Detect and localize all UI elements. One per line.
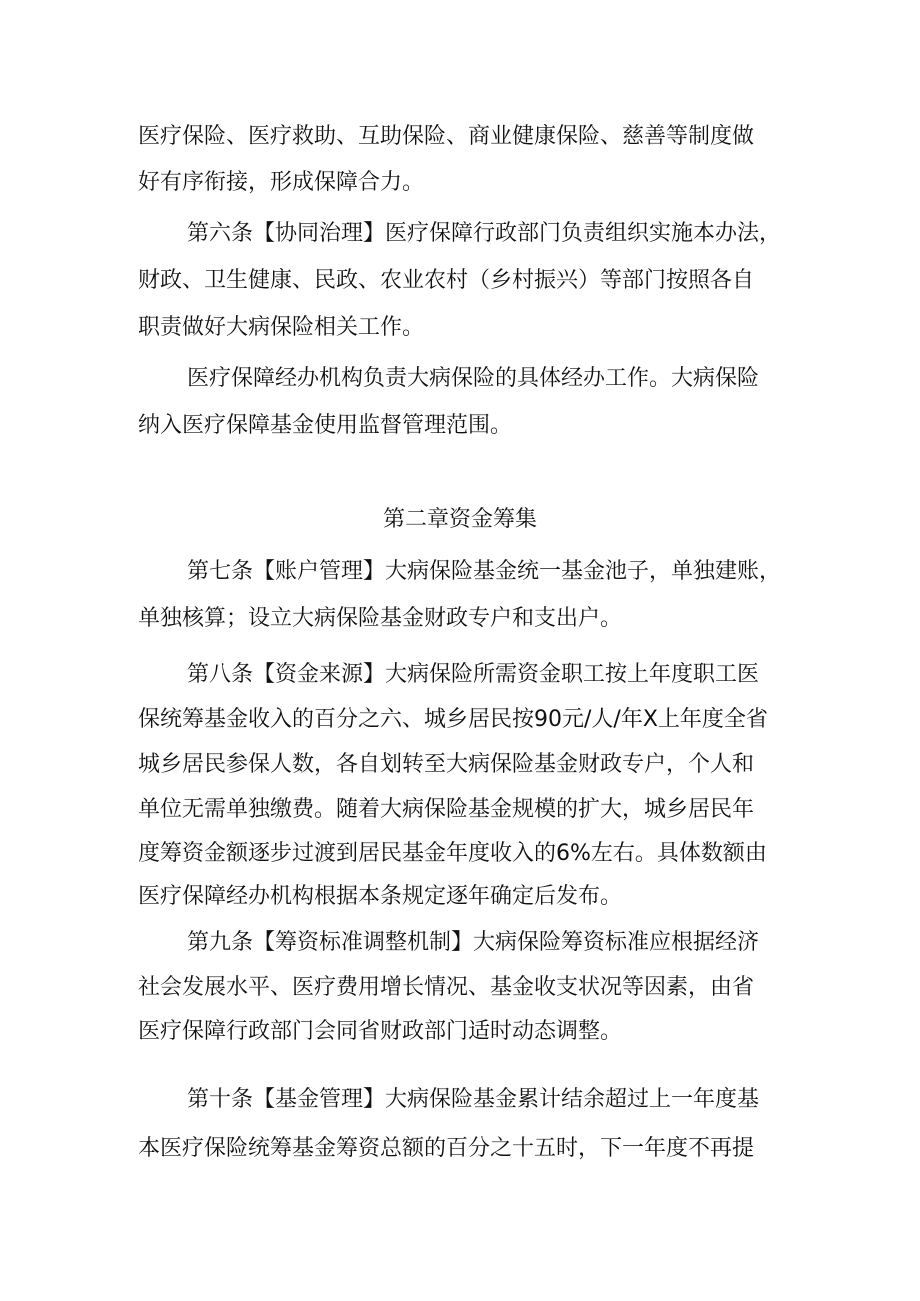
article-8-line: 保统筹基金收入的百分之六、城乡居民按90元/人/年X上年度全省	[138, 707, 768, 732]
article-8-line: 医疗保障经办机构根据本条规定逐年确定后发布。	[138, 884, 623, 909]
chapter-title: 第二章资金筹集	[382, 507, 537, 532]
article-7-line: 第七条【账户管理】大病保险基金统一基金池子，单独建账，	[187, 559, 782, 584]
article-10-line: 第十条【基金管理】大病保险基金累计结余超过上一年度基	[187, 1087, 760, 1112]
article-6-line: 第六条【协同治理】医疗保障行政部门负责组织实施本办法，	[187, 221, 782, 246]
paragraph-line: 好有序衔接，形成保障合力。	[138, 170, 425, 195]
paragraph-line: 医疗保险、医疗救助、互助保险、商业健康保险、慈善等制度做	[138, 124, 755, 149]
article-7-line: 单独核算；设立大病保险基金财政专户和支出户。	[138, 606, 623, 631]
article-6-line: 财政、卫生健康、民政、农业农村（乡村振兴）等部门按照各自	[138, 268, 755, 293]
article-10-line: 本医疗保险统筹基金筹资总额的百分之十五时，下一年度不再提	[138, 1136, 755, 1161]
article-8-line: 第八条【资金来源】大病保险所需资金职工按上年度职工医	[187, 662, 760, 687]
article-9-line: 医疗保障行政部门会同省财政部门适时动态调整。	[138, 1019, 623, 1044]
article-8-line: 单位无需单独缴费。随着大病保险基金规模的扩大，城乡居民年	[138, 797, 755, 822]
article-8-line: 城乡居民参保人数，各自划转至大病保险基金财政专户，个人和	[138, 752, 755, 777]
article-8-line: 度筹资金额逐步过渡到居民基金年度收入的6%左右。具体数额由	[138, 841, 767, 866]
article-6-para-2-line: 医疗保障经办机构负责大病保险的具体经办工作。大病保险	[187, 366, 760, 391]
article-6-para-2-line: 纳入医疗保障基金使用监督管理范围。	[138, 413, 513, 438]
article-9-line: 第九条【筹资标准调整机制】大病保险筹资标准应根据经济	[187, 930, 760, 955]
article-9-line: 社会发展水平、医疗费用增长情况、基金收支状况等因素，由省	[138, 975, 755, 1000]
article-6-line: 职责做好大病保险相关工作。	[138, 315, 425, 340]
